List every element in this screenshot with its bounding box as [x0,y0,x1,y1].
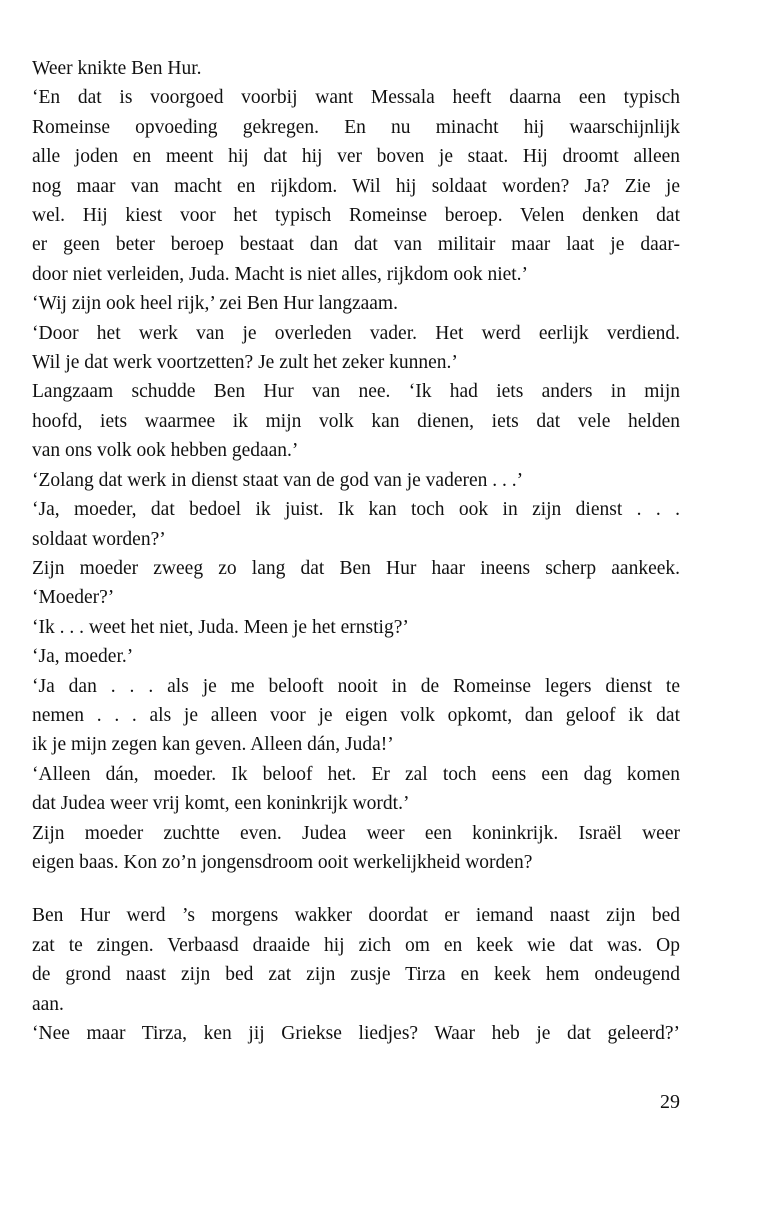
text-line: van ons volk ook hebben gedaan.’ [32,440,299,462]
paragraph-gap [32,877,680,901]
page-number: 29 [660,1091,680,1113]
text-block-dialogue [32,54,680,877]
text-line: ‘Alleen dán, moeder. Ik beloof het. Er zal toch eens een dag komen [32,763,680,785]
text-line: er geen beter beroep bestaat dan dat van militair maar laat je daar- [32,234,680,256]
text-line: dat Judea weer vrij komt, een koninkrijk wordt.’ [32,793,410,815]
text-line: ‘Ja, moeder.’ [32,646,134,668]
text-line: Zijn moeder zweeg zo lang dat Ben Hur haar ineens scherp aankeek. [32,557,680,579]
text-line: ‘Nee maar Tirza, ken jij Griekse liedjes? Waar heb je dat geleerd?’ [32,1023,680,1044]
text-line: Ben Hur werd ’s morgens wakker doordat er iemand naast zijn bed [32,905,680,927]
text-line: Wil je dat werk voortzetten? Je zult het zeker kunnen.’ [32,352,458,374]
text-line: ‘Wij zijn ook heel rijk,’ zei Ben Hur langzaam. [32,293,398,315]
text-line: nemen . . . als je alleen voor je eigen volk opkomt, dan geloof ik dat [32,704,680,726]
text-block-morning [32,901,680,1048]
text-line: aan. [32,993,64,1015]
text-line: ‘Ik . . . weet het niet, Juda. Meen je het ernstig?’ [32,616,409,638]
text-line: ‘Moeder?’ [32,587,115,609]
text-line: wel. Hij kiest voor het typisch Romeinse beroep. Velen denken dat [32,205,680,227]
text-line: nog maar van macht en rijkdom. Wil hij soldaat worden? Ja? Zie je [32,175,680,197]
text-line: ik je mijn zegen kan geven. Alleen dán, Juda!’ [32,734,394,756]
text-line: Romeinse opvoeding gekregen. En nu minacht hij waarschijnlijk [32,116,680,138]
text-line: soldaat worden?’ [32,528,166,550]
text-line: hoofd, iets waarmee ik mijn volk kan dienen, iets dat vele helden [32,410,680,432]
text-line: ‘Ja dan . . . als je me belooft nooit in de Romeinse legers dienst te [32,675,680,697]
text-line: Zijn moeder zuchtte even. Judea weer een koninkrijk. Israël weer [32,822,680,844]
text-line: eigen baas. Kon zo’n jongensdroom ooit werkelijkheid worden? [32,851,533,873]
book-page-text [32,54,680,1048]
text-line: door niet verleiden, Juda. Macht is niet alles, rijkdom ook niet.’ [32,263,529,285]
text-line: ‘En dat is voorgoed voorbij want Messala heeft daarna een typisch [32,87,680,109]
text-line: zat te zingen. Verbaasd draaide hij zich om en keek wie dat was. Op [32,934,680,956]
text-line: ‘Zolang dat werk in dienst staat van de god van je vaderen . . .’ [32,469,524,491]
text-line: ‘Door het werk van je overleden vader. Het werd eerlijk verdiend. [32,322,680,344]
text-line: ‘Ja, moeder, dat bedoel ik juist. Ik kan toch ook in zijn dienst . . . [32,499,680,521]
text-line: alle joden en meent hij dat hij ver boven je staat. Hij droomt alleen [32,146,680,168]
text-line: Weer knikte Ben Hur. [32,58,202,79]
text-line: Langzaam schudde Ben Hur van nee. ‘Ik had iets anders in mijn [32,381,680,403]
text-line: de grond naast zijn bed zat zijn zusje Tirza en keek hem ondeugend [32,964,680,986]
